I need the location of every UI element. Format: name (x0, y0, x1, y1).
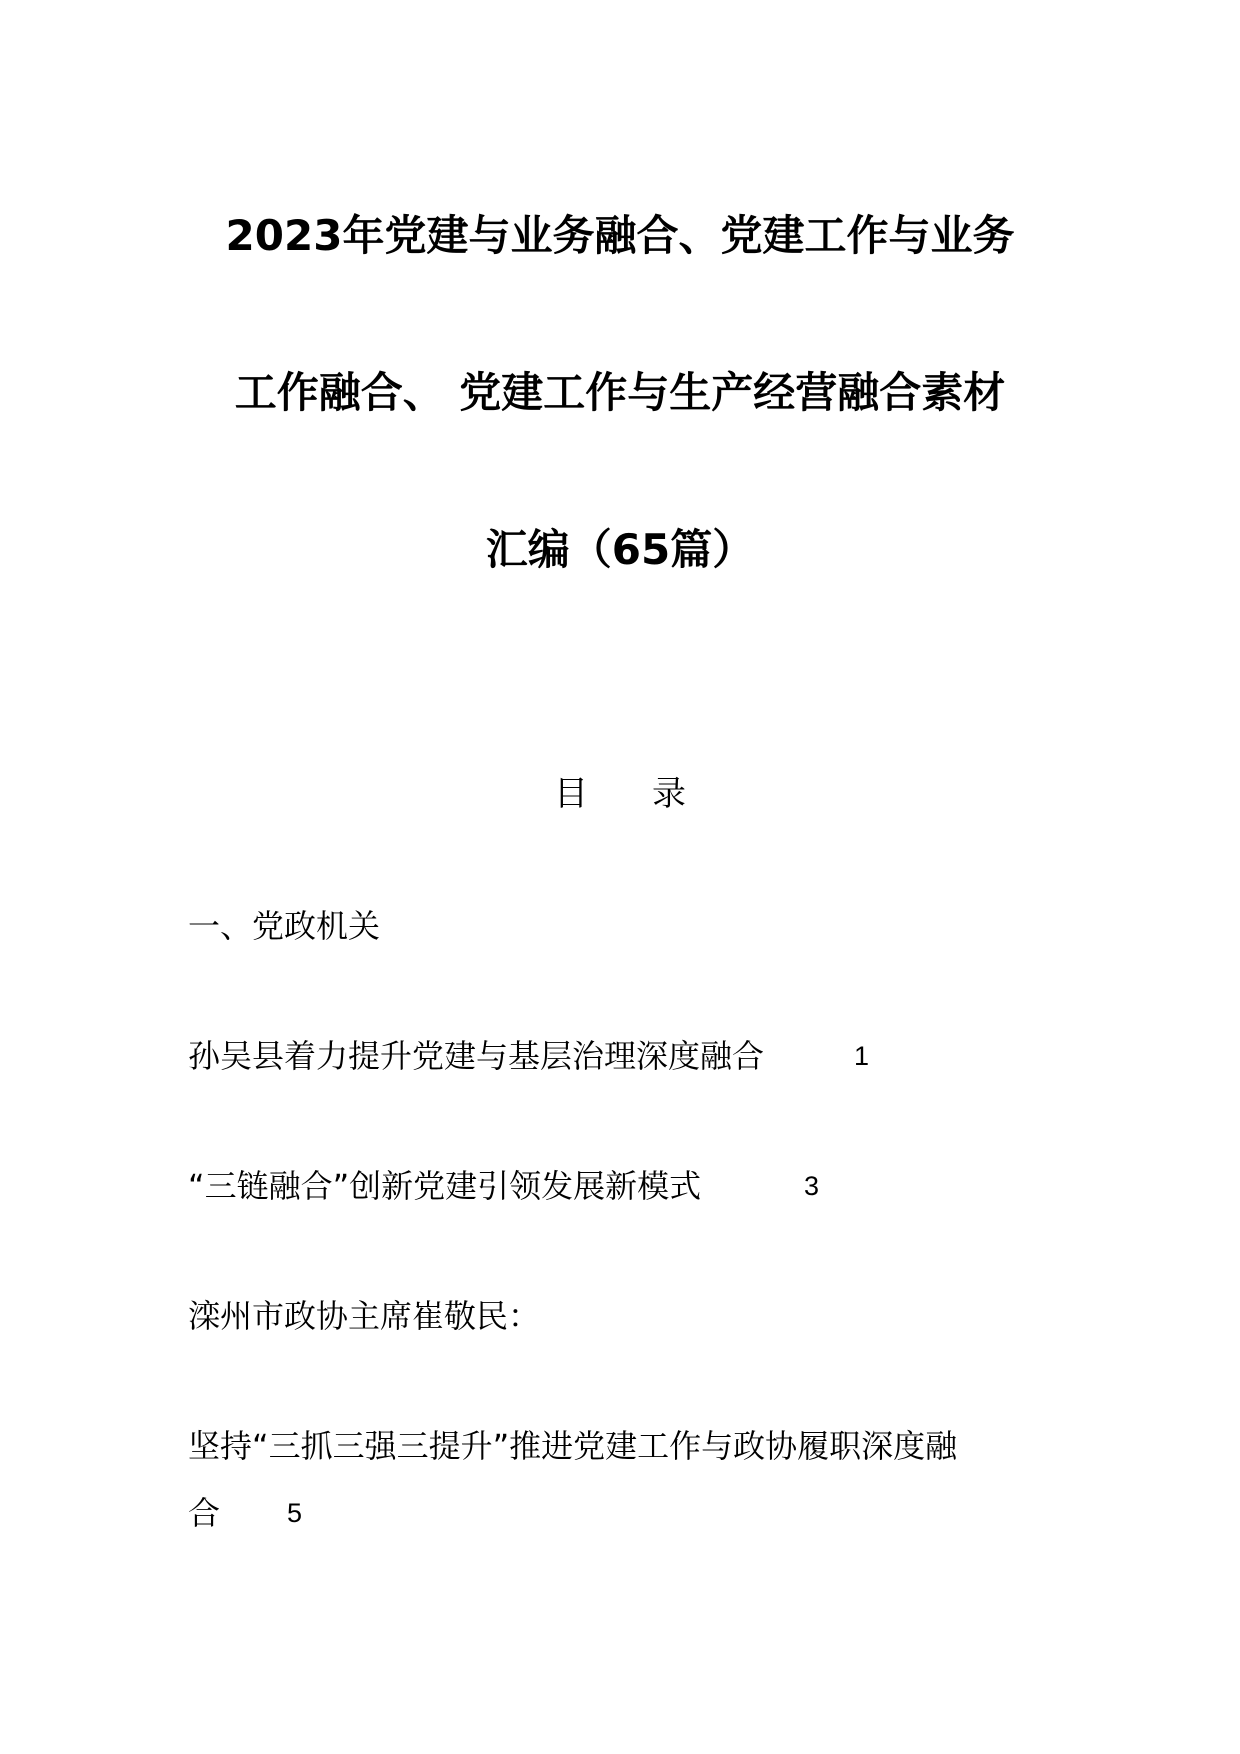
toc-entry-page-number: 1 (854, 1041, 870, 1071)
toc-entry-title-line-1: 坚持“三抓三强三提升”推进党建工作与政协履职深度融 (188, 1427, 958, 1465)
toc-entry-title: “三链融合”创新党建引领发展新模式 (188, 1167, 702, 1205)
toc-entry-title: 孙吴县着力提升党建与基层治理深度融合 (188, 1037, 765, 1075)
document-title-line-1: 2023年党建与业务融合、党建工作与业务 (225, 211, 1015, 260)
toc-heading: 目录 (554, 774, 750, 814)
document-title-line-2: 工作融合、 党建工作与生产经营融合素材 (234, 368, 1006, 417)
toc-entry-page-number: 3 (804, 1171, 820, 1201)
toc-entry-title-line-2: 合 (188, 1494, 221, 1532)
toc-entry-title: 滦州市政协主席崔敬民： (188, 1297, 541, 1335)
toc-section-heading: 一、党政机关 (188, 907, 381, 945)
toc-entry-page-number: 5 (287, 1498, 303, 1528)
document-title-line-3: 汇编（65篇） (485, 525, 755, 574)
